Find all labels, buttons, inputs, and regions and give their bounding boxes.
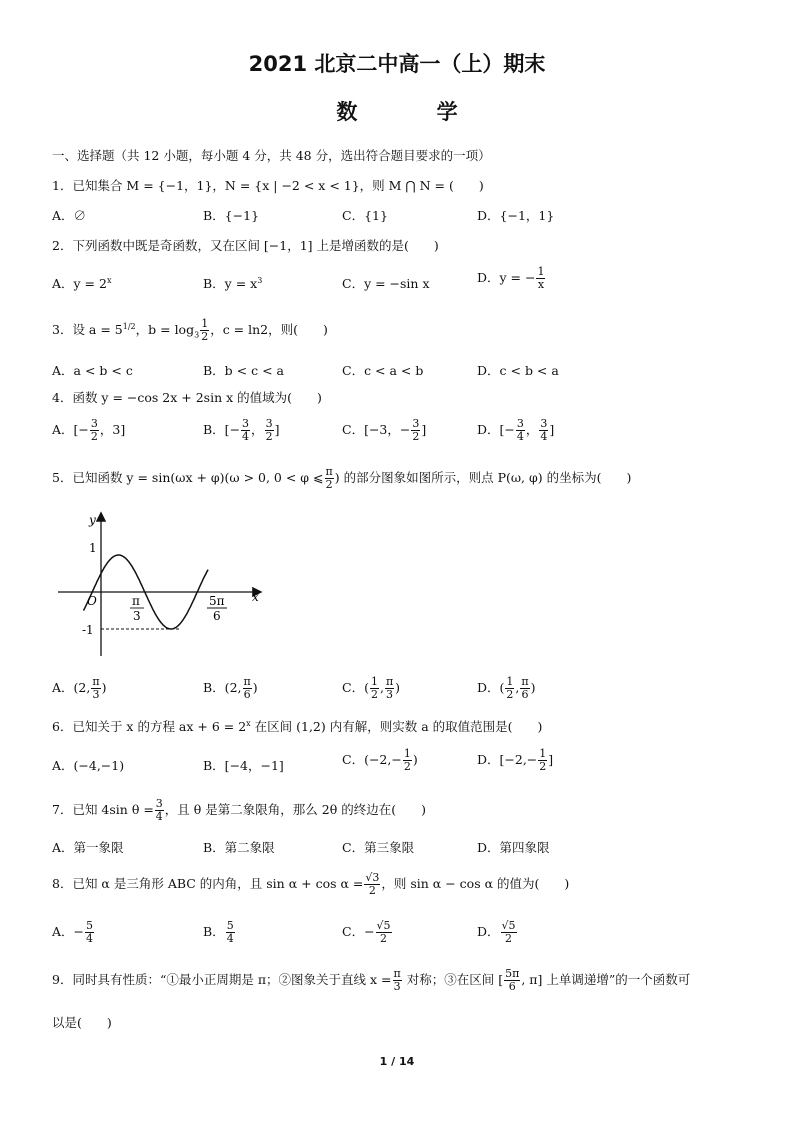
fraction <box>91 676 100 701</box>
fraction <box>520 676 529 701</box>
numerator: √5 <box>501 919 516 932</box>
superscript: 1/2 <box>122 321 136 331</box>
text: B． <box>203 924 225 939</box>
fraction <box>538 748 547 773</box>
denominator: 2 <box>368 884 376 897</box>
denominator: 2 <box>370 688 378 701</box>
question-5-option-d <box>477 676 536 701</box>
question-7-option-c: C．第三象限 <box>342 840 415 855</box>
question-4-option-a <box>52 418 125 443</box>
denominator: 3 <box>92 688 100 701</box>
fraction <box>516 418 525 443</box>
denominator: 2 <box>539 760 547 773</box>
text: B．(2, <box>203 680 242 695</box>
question-6-stem <box>52 717 542 735</box>
fraction <box>325 466 334 491</box>
question-3-option-c: C．c < a < b <box>342 363 424 378</box>
numerator: 1 <box>537 265 545 278</box>
text: D． <box>477 924 500 939</box>
question-5-option-b <box>203 676 258 701</box>
denominator: 4 <box>155 810 163 823</box>
question-2-option-a <box>52 274 111 292</box>
numerator: 3 <box>412 417 420 430</box>
question-8-option-d <box>477 920 518 945</box>
fraction <box>155 798 164 823</box>
denominator: 4 <box>86 932 94 945</box>
fraction <box>536 266 545 291</box>
question-7-stem <box>52 798 426 823</box>
text: 8．已知 α 是三角形 ABC 的内角，且 sin α + cos α = <box>52 876 364 891</box>
question-1-option-c: C．{1} <box>342 208 388 223</box>
x-axis-label: x <box>252 590 259 604</box>
text: , <box>379 680 384 695</box>
fraction <box>403 748 412 773</box>
section-heading: 一、选择题（共 12 小题，每小题 4 分，共 48 分，选出符合题目要求的一项） <box>52 148 491 163</box>
question-1-stem: 1．已知集合 M = {−1，1}，N = {x | −2 < x < 1}，则 M ⋂ N = ( ) <box>52 178 484 193</box>
numerator: 1 <box>506 675 514 688</box>
text: C．[−3，− <box>342 422 411 437</box>
question-9-stem-line-2: 以是( ) <box>52 1015 112 1030</box>
fraction <box>411 418 420 443</box>
numerator: √3 <box>365 871 380 884</box>
text: ) <box>101 680 107 695</box>
fraction <box>370 676 379 701</box>
text: A．(2, <box>52 680 91 695</box>
superscript: x <box>106 275 112 285</box>
text: ] <box>549 422 555 437</box>
question-2-option-c: C．y = −sin x <box>342 276 430 291</box>
question-3-option-a: A．a < b < c <box>52 363 133 378</box>
numerator: π <box>325 465 333 478</box>
denominator: 2 <box>412 430 420 443</box>
numerator: 3 <box>540 417 548 430</box>
text: ，则 sin α − cos α 的值为( ) <box>381 876 570 891</box>
question-1-option-d: D．{−1，1} <box>477 208 555 223</box>
text: A．− <box>52 924 85 939</box>
question-2-stem: 2．下列函数中既是奇函数，又在区间 [−1，1] 上是增函数的是( ) <box>52 238 439 253</box>
fraction <box>505 676 514 701</box>
text: 5．已知函数 y = sin(ωx + φ)(ω > 0, 0 < φ ⩽ <box>52 470 324 485</box>
numerator: 3 <box>242 417 250 430</box>
numerator: π <box>393 967 401 980</box>
question-3-option-b: B．b < c < a <box>203 363 284 378</box>
text: ] <box>274 422 280 437</box>
question-1-option-a: A．∅ <box>52 208 87 223</box>
fraction <box>200 318 209 343</box>
numerator: 3 <box>516 417 524 430</box>
question-4-option-d <box>477 418 554 443</box>
fraction <box>501 920 517 945</box>
text: C．− <box>342 924 375 939</box>
question-8-option-a <box>52 920 95 945</box>
fraction <box>539 418 548 443</box>
text: ，c = ln2，则( ) <box>210 322 328 337</box>
denominator: 2 <box>380 932 388 945</box>
question-3-option-d: D．c < b < a <box>477 363 559 378</box>
x-tick-pi-3-den: 3 <box>133 609 141 623</box>
question-5-option-a <box>52 676 106 701</box>
text: A．[− <box>52 422 89 437</box>
text: ) <box>395 680 401 695</box>
text: ) <box>530 680 536 695</box>
numerator: 3 <box>90 417 98 430</box>
denominator: 3 <box>393 980 401 993</box>
denominator: 4 <box>540 430 548 443</box>
denominator: 2 <box>403 760 411 773</box>
subject-heading: 数 学 <box>336 100 494 124</box>
text: D．[− <box>477 422 515 437</box>
text: , <box>515 680 520 695</box>
question-8-option-c <box>342 920 393 945</box>
denominator: 3 <box>386 688 394 701</box>
text: 7．已知 4sin θ = <box>52 802 154 817</box>
denominator: 6 <box>521 688 529 701</box>
text: C．(−2,− <box>342 752 402 767</box>
question-1-option-b: B．{−1} <box>203 208 260 223</box>
text: ，b = log <box>135 322 195 337</box>
x-tick-5pi-6-den: 6 <box>213 609 221 623</box>
denominator: 6 <box>243 688 251 701</box>
numerator: 5 <box>226 919 234 932</box>
fraction <box>90 418 99 443</box>
numerator: 1 <box>201 317 209 330</box>
question-4-option-b <box>203 418 279 443</box>
page-title: 2021 北京二中高一（上）期末 <box>248 52 546 76</box>
superscript: 3 <box>257 275 263 285</box>
text: C．( <box>342 680 369 695</box>
text: D．y = − <box>477 270 536 285</box>
fraction <box>376 920 392 945</box>
text: B．[− <box>203 422 241 437</box>
numerator: 3 <box>155 797 163 810</box>
fraction <box>364 872 380 897</box>
text: 对称；③在区间 [ <box>402 972 504 987</box>
text: ] <box>548 752 554 767</box>
denominator: 4 <box>516 430 524 443</box>
x-tick-pi-3-num: π <box>132 594 140 608</box>
numerator: π <box>385 675 394 688</box>
fraction <box>385 676 394 701</box>
fraction <box>226 920 235 945</box>
text: ) <box>252 680 258 695</box>
text: 6．已知关于 x 的方程 ax + 6 = 2 <box>52 719 247 734</box>
fraction <box>243 676 252 701</box>
text: 9．同时具有性质：“①最小正周期是 π；②图象关于直线 x = <box>52 972 392 987</box>
numerator: √5 <box>376 919 391 932</box>
denominator: 2 <box>265 430 273 443</box>
text: 在区间 (1,2) 内有解，则实数 a 的取值范围是( ) <box>250 719 543 734</box>
text: A．y = 2 <box>52 276 107 291</box>
text: ) <box>412 752 418 767</box>
text: ) 的部分图象如图所示，则点 P(ω, φ) 的坐标为( ) <box>334 470 632 485</box>
question-3-stem <box>52 318 328 343</box>
fraction <box>241 418 250 443</box>
superscript: x <box>246 718 251 728</box>
origin-label: O <box>87 594 97 608</box>
y-axis-label: y <box>89 513 96 527</box>
question-8-option-b <box>203 920 236 945</box>
text: B．y = x <box>203 276 258 291</box>
question-6-option-c <box>342 748 418 773</box>
question-4-option-c <box>342 418 426 443</box>
text: D．[−2,− <box>477 752 538 767</box>
numerator: 1 <box>370 675 378 688</box>
text: ， <box>525 422 539 437</box>
denominator: 4 <box>226 932 234 945</box>
question-7-option-b: B．第二象限 <box>203 840 275 855</box>
text: ，3] <box>99 422 126 437</box>
numerator: π <box>243 675 251 688</box>
text: 3．设 a = 5 <box>52 322 123 337</box>
page-number: 1 / 14 <box>379 1055 415 1068</box>
numerator: 5 <box>86 919 94 932</box>
numerator: 3 <box>265 417 273 430</box>
text: , π] 上单调递增”的一个函数可 <box>521 972 691 987</box>
x-tick-5pi-6-num: 5π <box>209 594 225 608</box>
denominator: 2 <box>325 478 333 491</box>
sine-graph <box>52 508 272 658</box>
fraction <box>504 968 520 993</box>
denominator: 4 <box>242 430 250 443</box>
denominator: 2 <box>90 430 98 443</box>
text: D．( <box>477 680 505 695</box>
fraction <box>265 418 274 443</box>
question-2-option-d <box>477 266 546 291</box>
text: ， <box>251 422 264 437</box>
question-6-option-b: B．[−4，−1] <box>203 758 284 773</box>
numerator: 1 <box>539 747 547 760</box>
question-5-stem <box>52 466 631 491</box>
numerator: π <box>521 675 529 688</box>
subscript: 3 <box>194 330 200 340</box>
denominator: 2 <box>201 330 209 343</box>
question-9-stem <box>52 968 690 993</box>
y-tick-1: 1 <box>89 541 97 555</box>
question-4-stem: 4．函数 y = −cos 2x + 2sin x 的值域为( ) <box>52 390 322 405</box>
denominator: 2 <box>505 932 513 945</box>
denominator: x <box>537 278 545 291</box>
numerator: 5π <box>505 967 520 980</box>
numerator: π <box>92 675 100 688</box>
fraction <box>393 968 402 993</box>
denominator: 2 <box>506 688 514 701</box>
question-7-option-a: A．第一象限 <box>52 840 124 855</box>
question-6-option-d <box>477 748 553 773</box>
text: ] <box>421 422 427 437</box>
question-7-option-d: D．第四象限 <box>477 840 550 855</box>
numerator: 1 <box>403 747 411 760</box>
question-6-option-a: A．(−4,−1) <box>52 758 125 773</box>
denominator: 6 <box>508 980 516 993</box>
question-8-stem <box>52 872 569 897</box>
y-tick-minus-1: -1 <box>82 623 94 637</box>
text: ，且 θ 是第二象限角，那么 2θ 的终边在( ) <box>164 802 426 817</box>
question-2-option-b <box>203 274 262 292</box>
question-5-option-c <box>342 676 400 701</box>
fraction <box>85 920 94 945</box>
